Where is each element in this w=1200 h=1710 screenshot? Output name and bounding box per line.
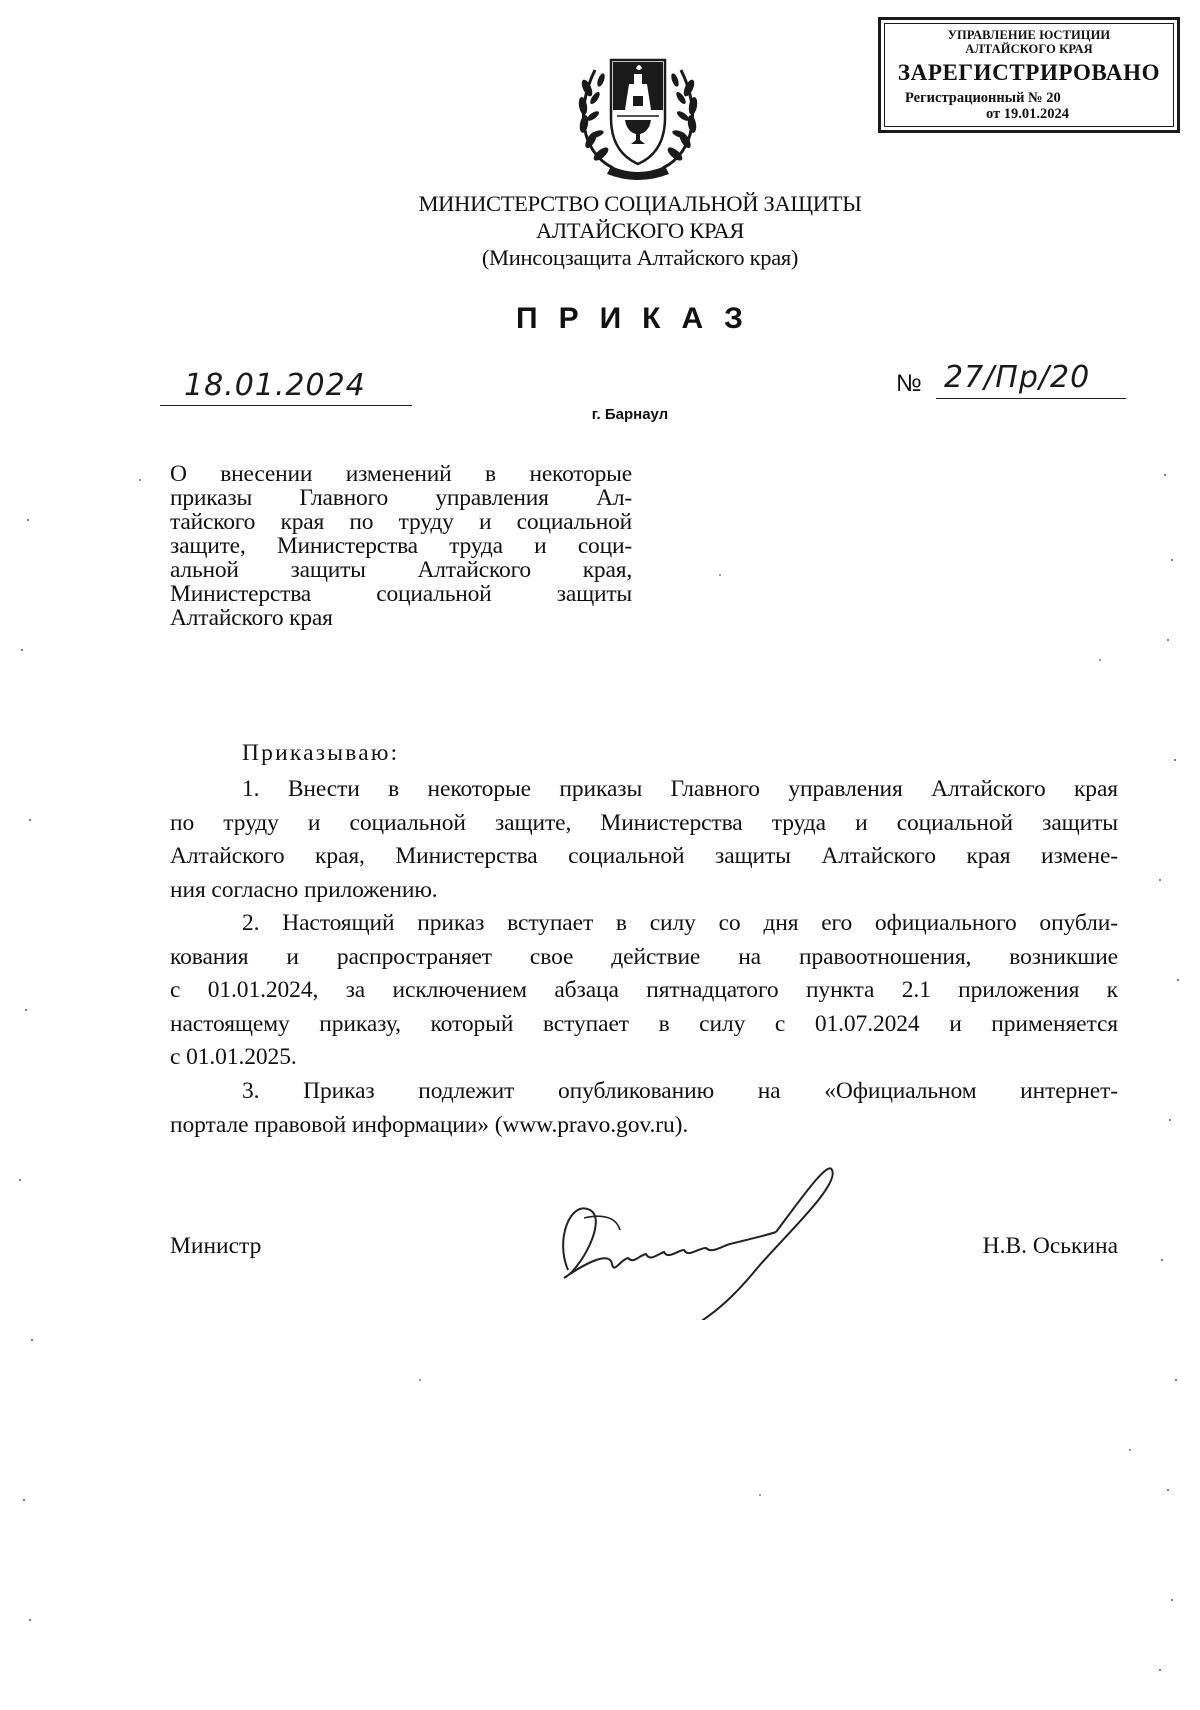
stamp-org-line: УПРАВЛЕНИЕ ЮСТИЦИИ xyxy=(947,28,1111,42)
order-subject xyxy=(170,462,632,630)
signatory-position: Министр xyxy=(170,1233,262,1259)
document-type-title: ПРИКАЗ xyxy=(516,302,764,335)
item-line: по труду и социальной защите, Министерства труда и социальной защиты xyxy=(170,809,1118,836)
item-line: ния согласно приложению. xyxy=(170,876,438,903)
order-number: 27/Пр/20 xyxy=(944,360,1091,395)
order-item-1 xyxy=(170,773,1118,907)
city: г. Барнаул xyxy=(591,406,669,423)
number-sign: № xyxy=(896,370,922,397)
number-underline xyxy=(936,398,1126,399)
order-date: 18.01.2024 xyxy=(184,368,366,403)
subject-line: Алтайского края xyxy=(170,605,333,631)
order-item-2 xyxy=(170,907,1118,1075)
stamp-inner-border xyxy=(884,23,1174,127)
subject-line: Министерства социальной защиты xyxy=(170,581,632,607)
ministry-name-line2: АЛТАЙСКОГО КРАЯ xyxy=(535,218,745,243)
subject-line: О внесении изменений в некоторые xyxy=(170,461,632,487)
stamp-status: ЗАРЕГИСТРИРОВАНО xyxy=(897,60,1161,85)
registration-stamp xyxy=(878,17,1180,133)
stamp-region-line: АЛТАЙСКОГО КРАЯ xyxy=(965,42,1093,56)
order-word: Приказываю: xyxy=(242,740,400,766)
handwritten-signature-icon xyxy=(550,1160,850,1320)
stamp-registration-number: Регистрационный № 20 xyxy=(905,90,1061,106)
ministry-short-name: (Минсоцзащита Алтайского края) xyxy=(481,245,799,270)
subject-line: приказы Главного управления Ал- xyxy=(170,485,632,511)
item-line: 2. Настоящий приказ вступает в силу со дня его официального опубли- xyxy=(242,910,1118,936)
signatory-name: Н.В. Оськина xyxy=(982,1233,1118,1259)
item-line: с 01.01.2024, за исключением абзаца пятнадцатого пункта 2.1 приложения к xyxy=(170,977,1118,1003)
subject-line: тайского края по труду и социальной xyxy=(170,509,632,535)
subject-line: альной защиты Алтайского края, xyxy=(170,557,632,583)
order-item-3 xyxy=(170,1075,1118,1142)
item-line: кования и распространяет свое действие на правоотношения, возникшие xyxy=(170,943,1118,970)
item-line: Алтайского края, Министерства социальной защиты Алтайского края измене- xyxy=(170,843,1118,869)
item-line: портале правовой информации» (www.pravo.gov.ru). xyxy=(170,1111,689,1138)
item-line: настоящему приказу, который вступает в силу с 01.07.2024 и применяется xyxy=(170,1010,1118,1037)
item-line: 3. Приказ подлежит опубликованию на «Официальном интернет- xyxy=(242,1078,1118,1104)
item-line: с 01.01.2025. xyxy=(170,1044,297,1070)
subject-line: защите, Министерства труда и соци- xyxy=(170,533,632,559)
ministry-name-line1: МИНИСТЕРСТВО СОЦИАЛЬНОЙ ЗАЩИТЫ xyxy=(418,191,862,216)
stamp-registration-date: от 19.01.2024 xyxy=(986,106,1070,122)
item-line: 1. Внести в некоторые приказы Главного управления Алтайского края xyxy=(242,776,1118,802)
date-underline xyxy=(160,405,412,406)
altai-krai-coat-of-arms-icon xyxy=(573,40,703,180)
